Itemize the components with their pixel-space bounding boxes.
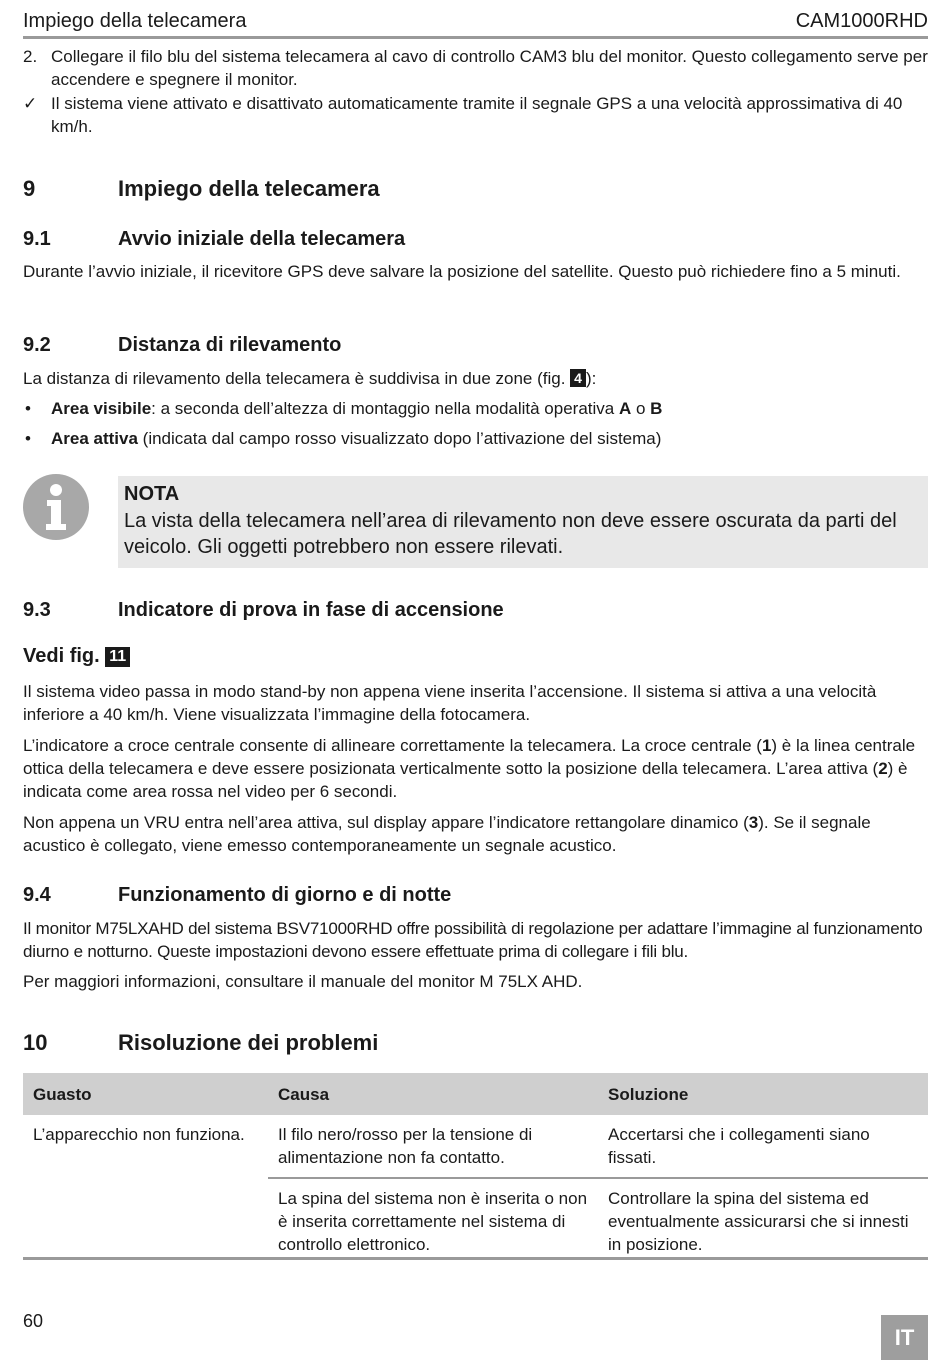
paragraph-vru: Non appena un VRU entra nell’area attiva, sul display appare l’indicatore rettangolare dinamico (3). Se il segnale acustico è collegato, viene emesso contemporaneamente un segnale acustico. [23, 813, 871, 855]
instruction-result [23, 92, 928, 138]
paragraph-initial-start: Durante l’avvio iniziale, il ricevitore GPS deve salvare la posizione del satellite. Questo può richiedere fino a 5 minuti. [23, 262, 901, 281]
column-header: Causa [268, 1073, 598, 1115]
list-item-active-area: • Area attiva (indicata dal campo rosso visualizzato dopo l’attivazione del sistema) [25, 429, 662, 448]
troubleshooting-table [23, 1073, 928, 1264]
bullet-icon: • [25, 399, 31, 418]
solution-cell: Controllare la spina del sistema ed eventualmente assicurarsi che si innesti in posizione. [608, 1189, 909, 1254]
figure-reference: 11 [105, 647, 130, 667]
note-box [118, 476, 928, 568]
info-icon [23, 474, 89, 540]
table-header-row [23, 1073, 928, 1115]
paragraph-manual-ref: Per maggiori informazioni, consultare il manuale del monitor M 75LX AHD. [23, 972, 583, 991]
section-number: 9 [23, 176, 36, 201]
column-header: Guasto [23, 1073, 268, 1115]
language-badge: IT [881, 1315, 928, 1360]
figure-reference: 4 [570, 369, 586, 387]
section-title: Risoluzione dei problemi [118, 1030, 379, 1055]
cause-cell: La spina del sistema non è inserita o non è inserita correttamente nel sistema di controllo elettronico. [278, 1189, 588, 1254]
fault-cell: L’apparecchio non funziona. [33, 1125, 245, 1144]
page-number: 60 [23, 1311, 44, 1331]
section-title: Indicatore di prova in fase di accensione [118, 599, 504, 621]
cause-cell: Il filo nero/rosso per la tensione di alimentazione non fa contatto. [268, 1115, 598, 1178]
note-text: La vista della telecamera nell’area di rilevamento non deve essere oscurata da parti del veicolo. Gli oggetti potrebbero non essere rilevati. [124, 510, 897, 558]
list-item-visible-area: • Area visibile: a seconda dell’altezza di montaggio nella modalità operativa A o B [25, 399, 663, 418]
note-title: NOTA [124, 483, 180, 505]
instruction-step-2 [23, 45, 928, 91]
section-number: 10 [23, 1030, 48, 1055]
table-row [23, 1115, 928, 1178]
step-marker: 2. [23, 47, 38, 66]
column-header: Soluzione [598, 1073, 928, 1115]
section-number: 9.2 [23, 334, 51, 356]
paragraph-standby: Il sistema video passa in modo stand-by non appena viene inserita l’accensione. Il sistema si attiva a una velocità inferiore a 40 km/h. Viene visualizzata l’immagine della fotocamera. [23, 682, 877, 724]
running-header [23, 6, 928, 39]
section-title: Distanza di rilevamento [118, 334, 342, 356]
section-number: 9.4 [23, 884, 51, 906]
solution-cell: Accertarsi che i collegamenti siano fissati. [598, 1115, 928, 1178]
section-title: Avvio iniziale della telecamera [118, 228, 406, 250]
paragraph-cross-indicator: L’indicatore a croce centrale consente di allineare correttamente la telecamera. La croce centrale (1) è la linea centrale ottica della telecamera e deve essere posizionata verticalmente sotto la posizione della telecamera. L’area attiva (2) è indicata come area rossa nel video per 6 secondi. [23, 736, 916, 801]
step-text: Collegare il filo blu del sistema telecamera al cavo di controllo CAM3 blu del monitor. Questo collegamento serve per accendere e spegnere il monitor. [51, 47, 928, 89]
result-text: Il sistema viene attivato e disattivato automaticamente tramite il segnale GPS a una velocità approssimativa di 40 km/h. [51, 94, 903, 136]
header-section-title: Impiego della telecamera [23, 10, 247, 32]
table-bottom-rule [23, 1257, 928, 1260]
paragraph-day-night: Il monitor M75LXAHD del sistema BSV71000RHD offre possibilità di regolazione per adattare l’immagine al funzionamento diurno e notturno. Queste impostazioni devono essere effettuate prima di collegare i fili blu. [23, 919, 923, 961]
section-title: Impiego della telecamera [118, 176, 380, 201]
checkmark-icon: ✓ [23, 94, 38, 113]
bullet-icon: • [25, 429, 31, 448]
header-model: CAM1000RHD [795, 10, 928, 32]
section-number: 9.3 [23, 599, 51, 621]
section-title: Funzionamento di giorno e di notte [118, 884, 452, 906]
figure-see-label: Vedi fig. 11 [23, 642, 130, 670]
section-number: 9.1 [23, 228, 51, 250]
paragraph-detection-zones: La distanza di rilevamento della telecamera è suddivisa in due zone (fig. 4 ): [23, 369, 597, 388]
